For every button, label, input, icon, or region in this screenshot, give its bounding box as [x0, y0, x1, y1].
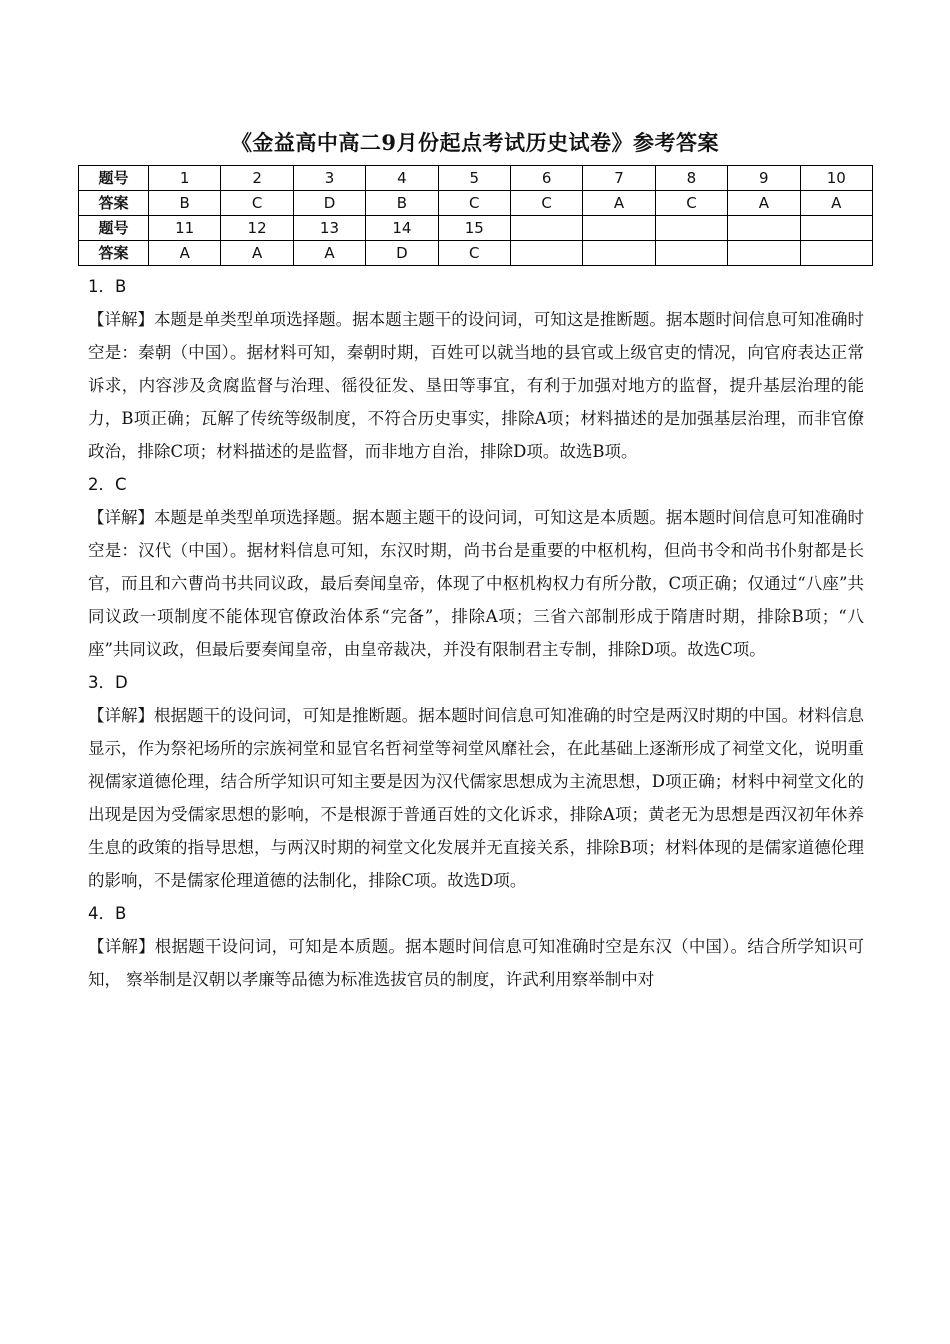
answer-table-cell: A — [800, 191, 872, 216]
answer-table-cell: 1 — [149, 166, 221, 191]
answer-table-header-cell: 题号 — [79, 216, 149, 241]
answer-table-cell: 3 — [293, 166, 365, 191]
answer-table-cell — [655, 216, 727, 241]
question-number: 1．B — [88, 277, 127, 296]
answer-table-cell: 8 — [655, 166, 727, 191]
answer-table-header-cell: 答案 — [79, 191, 149, 216]
answer-table-cell: A — [149, 241, 221, 266]
answer-table-row — [79, 191, 873, 216]
answer-table-cell: 7 — [583, 166, 655, 191]
answer-table-cell — [583, 216, 655, 241]
answer-table — [78, 165, 873, 266]
question-number: 4．B — [88, 904, 127, 923]
answer-table-header-cell: 答案 — [79, 241, 149, 266]
answer-table-cell — [728, 216, 800, 241]
answer-table-cell: 12 — [221, 216, 293, 241]
answer-table-cell: 11 — [149, 216, 221, 241]
answer-table-row — [79, 241, 873, 266]
question-explanation: 【详解】根据题干的设问词，可知是推断题。据本题时间信息可知准确的时空是两汉时期的中国。材料信息显示，作为祭祀场所的宗族祠堂和显官名哲祠堂等祠堂风靡社会，在此基础上逐渐形成了祠堂文化，说明重视儒家道德伦理，结合所学知识可知主要是因为汉代儒家思想成为主流思想，D项正确；材料中祠堂文化的出现是因为受儒家思想的影响，不是根源于普通百姓的文化诉求，排除A项；黄老无为思想是西汉初年休养生息的政策的指导思想，与两汉时期的祠堂文化发展并无直接关系，排除B项；材料体现的是儒家道德伦理的影响，不是儒家伦理道德的法制化，排除C项。故选D项。 — [88, 706, 864, 890]
answer-table-row — [79, 166, 873, 191]
answer-table-cell: A — [728, 191, 800, 216]
answer-table-cell: D — [293, 191, 365, 216]
answer-table-cell: A — [221, 241, 293, 266]
question-block — [88, 270, 864, 468]
explanations — [88, 270, 864, 996]
answer-table-cell — [510, 216, 582, 241]
question-block — [88, 468, 864, 666]
answer-table-cell — [800, 216, 872, 241]
answer-table-cell: C — [510, 191, 582, 216]
answer-table-cell: B — [366, 191, 438, 216]
answer-table-cell: 15 — [438, 216, 510, 241]
answer-table-cell — [655, 241, 727, 266]
answer-table-cell: C — [655, 191, 727, 216]
answer-table-cell: A — [293, 241, 365, 266]
answer-table-cell: 6 — [510, 166, 582, 191]
answer-table-cell — [583, 241, 655, 266]
answer-table-cell: 4 — [366, 166, 438, 191]
question-number: 2．C — [88, 475, 127, 494]
question-block — [88, 666, 864, 897]
answer-table-cell: C — [438, 191, 510, 216]
answer-table-cell: 10 — [800, 166, 872, 191]
answer-table-row — [79, 216, 873, 241]
question-explanation: 【详解】本题是单类型单项选择题。据本题主题干的设问词，可知这是本质题。据本题时间信息可知准确时空是：汉代（中国）。据材料信息可知，东汉时期，尚书台是重要的中枢机构，但尚书令和尚书仆射都是长官，而且和六曹尚书共同议政，最后奏闻皇帝，体现了中枢机构权力有所分散，C项正确；仅通过“八座”共同议政一项制度不能体现官僚政治体系“完备”，排除A项；三省六部制形成于隋唐时期，排除B项；“八座”共同议政，但最后要奏闻皇帝，由皇帝裁决，并没有限制君主专制，排除D项。故选C项。 — [88, 508, 864, 659]
question-explanation: 【详解】根据题干设问词，可知是本质题。据本题时间信息可知准确时空是东汉（中国）。结合所学知识可知， 察举制是汉朝以孝廉等品德为标准选拔官员的制度，许武利用察举制中对 — [88, 937, 864, 989]
answer-table-cell: B — [149, 191, 221, 216]
page-title: 《金益高中高二9月份起点考试历史试卷》参考答案 — [230, 130, 720, 155]
answer-table-cell: C — [221, 191, 293, 216]
answer-table-cell — [728, 241, 800, 266]
answer-table-cell: 5 — [438, 166, 510, 191]
answer-table-cell: C — [438, 241, 510, 266]
answer-table-cell: 2 — [221, 166, 293, 191]
question-block — [88, 897, 864, 996]
answer-table-cell — [800, 241, 872, 266]
answer-table-cell: 9 — [728, 166, 800, 191]
answer-table-cell: 13 — [293, 216, 365, 241]
answer-table-cell: D — [366, 241, 438, 266]
answer-table-cell — [510, 241, 582, 266]
answer-table-cell: A — [583, 191, 655, 216]
question-explanation: 【详解】本题是单类型单项选择题。据本题主题干的设问词，可知这是推断题。据本题时间信息可知准确时空是：秦朝（中国）。据材料可知，秦朝时期，百姓可以就当地的县官或上级官吏的情况，向官府表达正常诉求，内容涉及贪腐监督与治理、徭役征发、垦田等事宜，有利于加强对地方的监督，提升基层治理的能力，B项正确；瓦解了传统等级制度，不符合历史事实，排除A项；材料描述的是加强基层治理，而非官僚政治，排除C项；材料描述的是监督，而非地方自治，排除D项。故选B项。 — [88, 310, 864, 461]
answer-table-cell: 14 — [366, 216, 438, 241]
question-number: 3．D — [88, 673, 128, 692]
answer-table-header-cell: 题号 — [79, 166, 149, 191]
